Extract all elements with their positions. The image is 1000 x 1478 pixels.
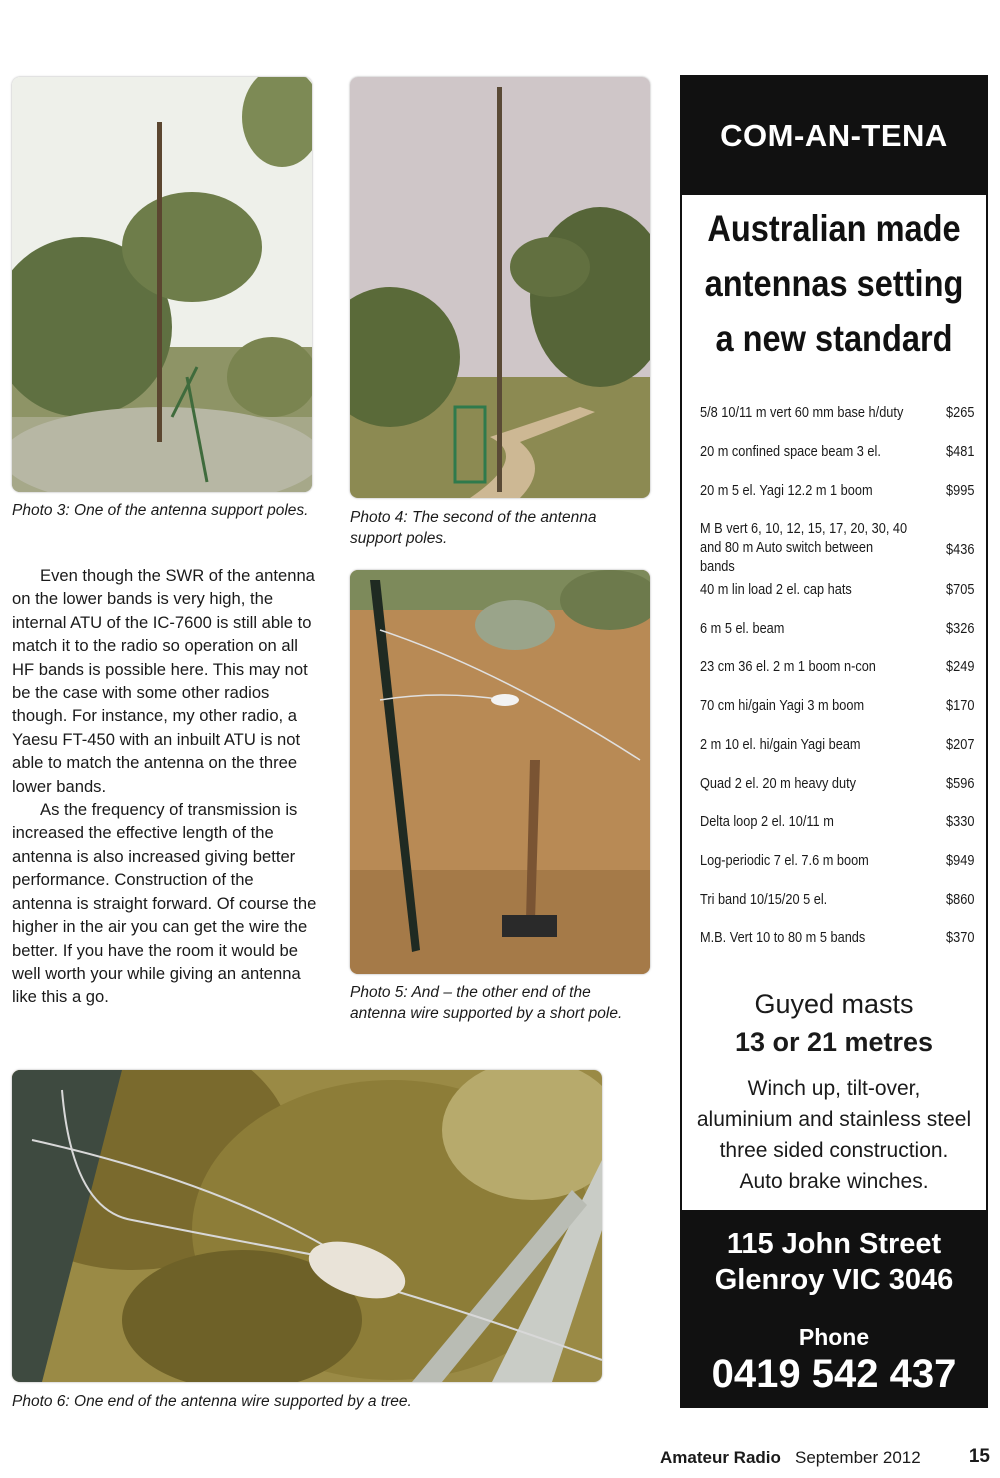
- article-paragraph: Even though the SWR of the antenna on the lower bands is very high, the internal ATU of the IC-7600 is still able to match it to the radio so operation on all HF bands is possible here. This may not be the case with some other radios though. For instance, my other radio, a Yaesu FT-450 with an inbuilt ATU is not able to match the antenna on the three lower bands.: [12, 566, 315, 796]
- product-name: Tri band 10/15/20 5 el.: [700, 892, 828, 908]
- photo-3-image: [12, 77, 312, 492]
- product-name: 20 m confined space beam 3 el.: [700, 444, 881, 460]
- product-name: M.B. Vert 10 to 80 m 5 bands: [700, 930, 866, 946]
- address-line: Glenroy VIC 3046: [714, 1264, 954, 1296]
- product-price: $170: [946, 698, 975, 714]
- product-name: 20 m 5 el. Yagi 12.2 m 1 boom: [700, 483, 873, 499]
- feature-line: Auto brake winches.: [739, 1170, 929, 1193]
- ad-masts: [682, 985, 986, 1061]
- product-price: $370: [946, 930, 975, 946]
- photo-3-caption: Photo 3: One of the antenna support poles.: [12, 502, 309, 519]
- photo-4-image: [350, 77, 650, 498]
- ad-features: [682, 1073, 986, 1197]
- product-name: 5/8 10/11 m vert 60 mm base h/duty: [700, 405, 904, 421]
- article-paragraph: As the frequency of transmission is increased the effective length of the antenna is also increased giving better performance. Construction of the antenna is straight forward. Of course the higher in the air you can get the wire the better. If you have the room it would be well worth your while giving an antenna like this a go.: [12, 800, 317, 1007]
- masts-sizes: 13 or 21 metres: [734, 1027, 934, 1057]
- product-price: $207: [946, 737, 975, 753]
- feature-line: aluminium and stainless steel: [696, 1108, 972, 1131]
- photo-6-image: [12, 1070, 602, 1382]
- magazine-name: Amateur Radio: [660, 1448, 781, 1467]
- feature-line: three sided construction.: [719, 1139, 949, 1162]
- product-price: $596: [946, 776, 975, 792]
- photo-5-caption: Photo 5: And – the other end of the antenna wire supported by a short pole.: [350, 984, 623, 1022]
- product-price: $330: [946, 814, 975, 830]
- product-name: M B vert 6, 10, 12, 15, 17, 20, 30, 40 and 80 m Auto switch between bands: [700, 521, 908, 575]
- com-an-tena-advertisement: [680, 75, 988, 1408]
- ad-address: [682, 1226, 986, 1298]
- article-body: [12, 564, 318, 1009]
- product-name: 70 cm hi/gain Yagi 3 m boom: [700, 698, 865, 714]
- address-line: 115 John Street: [726, 1228, 942, 1260]
- product-name: 2 m 10 el. hi/gain Yagi beam: [700, 737, 861, 753]
- phone-label: Phone: [798, 1324, 870, 1350]
- product-name: Delta loop 2 el. 10/11 m: [700, 814, 834, 830]
- issue-date: September 2012: [795, 1448, 921, 1467]
- product-price: $326: [946, 621, 975, 637]
- ad-headline-line: a new standard: [715, 318, 953, 359]
- page-footer: [660, 1446, 990, 1470]
- photo-6-caption: Photo 6: One end of the antenna wire supported by a tree.: [12, 1393, 412, 1410]
- photo-6: [12, 1070, 602, 1382]
- product-price: $265: [946, 405, 975, 421]
- product-price: $860: [946, 892, 975, 908]
- product-price: $481: [946, 444, 975, 460]
- ad-contact: [682, 1210, 986, 1408]
- product-price: $949: [946, 853, 975, 869]
- product-name: 6 m 5 el. beam: [700, 621, 785, 637]
- product-name: 40 m lin load 2 el. cap hats: [700, 582, 852, 598]
- ad-brand: COM-AN-TENA: [682, 77, 986, 195]
- product-price: $995: [946, 483, 975, 499]
- feature-line: Winch up, tilt-over,: [747, 1077, 921, 1100]
- photo-5-image: [350, 570, 650, 974]
- masts-title: Guyed masts: [754, 989, 914, 1019]
- photo-5: [350, 570, 650, 974]
- photo-4-caption: Photo 4: The second of the antenna support poles.: [350, 509, 597, 547]
- photo-4: [350, 77, 650, 498]
- ad-headline-line: antennas setting: [704, 263, 964, 304]
- product-price: $249: [946, 659, 975, 675]
- photo-3: [12, 77, 312, 492]
- ad-headline-line: Australian made: [707, 208, 961, 249]
- product-name: 23 cm 36 el. 2 m 1 boom n-con: [700, 659, 876, 675]
- ad-headline: [700, 201, 968, 366]
- page-number: 15: [968, 1446, 990, 1467]
- product-name: Quad 2 el. 20 m heavy duty: [700, 776, 857, 792]
- product-price: $705: [946, 582, 975, 598]
- product-name: Log-periodic 7 el. 7.6 m boom: [700, 853, 869, 869]
- phone-number: 0419 542 437: [711, 1352, 957, 1396]
- product-price: $436: [946, 542, 975, 558]
